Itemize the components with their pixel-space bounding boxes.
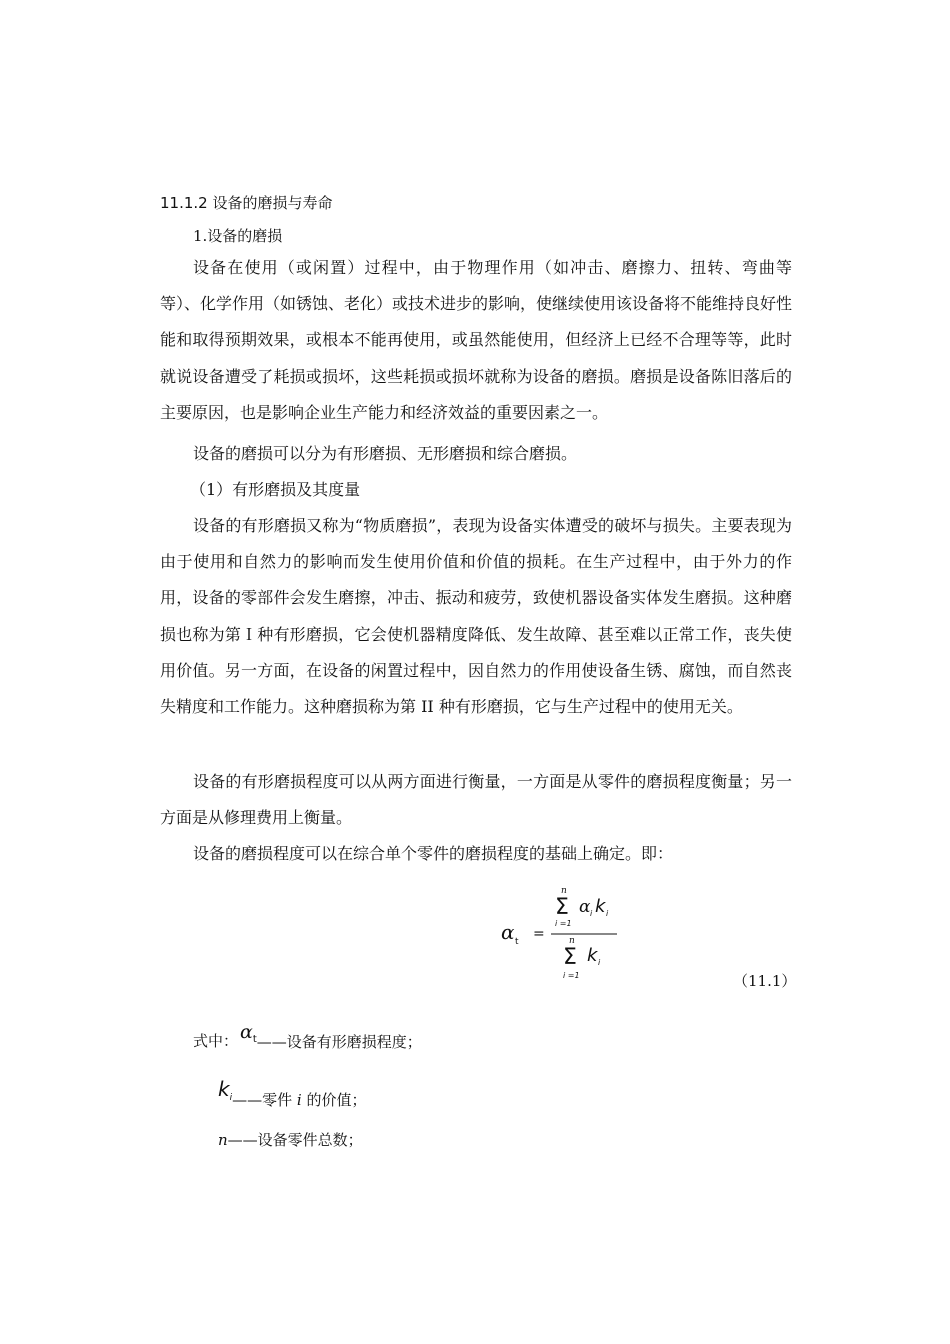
definition-alpha-t xyxy=(240,1021,422,1051)
formula-num-k: k xyxy=(595,896,606,917)
formula-lhs-sub: t xyxy=(515,937,519,947)
def-n-symbol: n xyxy=(218,1131,228,1149)
subsection-heading: 1.设备的磨损 xyxy=(193,227,283,245)
paragraph-wear-types: 设备的磨损可以分为有形磨损、无形磨损和综合磨损。 xyxy=(193,444,578,463)
definition-n xyxy=(218,1130,363,1150)
definitions-intro: 式中： xyxy=(193,1032,239,1050)
formula-number: （11.1） xyxy=(733,972,797,990)
def-n-text: ——设备零件总数； xyxy=(227,1131,363,1149)
section-heading: 11.1.2 设备的磨损与寿命 xyxy=(160,194,333,212)
paragraph-tangible-wear: 设备的有形磨损又称为“物质磨损”，表现为设备实体遭受的破坏与损失。主要表现为由于使用和自然力的影响而发生使用价值和价值的损耗。在生产过程中，由于外力的作用，设备的零部件会发生磨擦，冲击、振动和疲劳，致使机器设备实体发生磨损。这种磨损也称为第Ｉ种有形磨损，它会使机器精度降低、发生故障、甚至难以正常工作，丧失使用价值。另一方面，在设备的闲置过程中，因自然力的作用使设备生锈、腐蚀，而自然丧失精度和工作能力。这种磨损称为第 II 种有形磨损，它与生产过程中的使用无关。 xyxy=(160,516,792,717)
formula-den-k: k xyxy=(587,945,598,966)
formula-num-sigma: Σ xyxy=(555,895,569,920)
formula-den-sigma: Σ xyxy=(563,945,577,970)
paragraph-formula-intro: 设备的磨损程度可以在综合单个零件的磨损程度的基础上确定。即： xyxy=(193,844,674,863)
definition-k-i xyxy=(218,1077,367,1109)
paragraph-measurement: 设备的有形磨损程度可以从两方面进行衡量，一方面是从零件的磨损程度衡量；另一方面是从修理费用上衡量。 xyxy=(160,772,792,828)
formula-svg xyxy=(495,880,635,990)
tangible-label-text: （1）有形磨损及其度量 xyxy=(190,480,361,499)
formula-11-1 xyxy=(495,880,635,990)
def-k-text-b: 的价值； xyxy=(301,1091,367,1109)
formula-lhs: α xyxy=(501,920,515,944)
paragraph-wear-definition: 设备在使用（或闲置）过程中，由于物理作用（如冲击、磨擦力、扭转、弯曲等等）、化学作用（如锈蚀、老化）或技术进步的影响，使继续使用该设备将不能维持良好性能和取得预期效果，或根本不能再使用，或虽然能使用，但经济上已经不合理等等，此时就说设备遭受了耗损或损坏，这些耗损或损坏就称为设备的磨损。磨损是设备陈旧落后的主要原因，也是影响企业生产能力和经济效益的重要因素之一。 xyxy=(160,258,793,422)
def-alpha-sub: t xyxy=(252,1034,257,1045)
def-k-text-a: ——零件 xyxy=(232,1091,297,1109)
def-k-sub: i xyxy=(229,1093,233,1103)
def-alpha-text: ——设备有形磨损程度； xyxy=(256,1033,422,1051)
formula-num-k-sub: i xyxy=(606,909,609,918)
def-k-symbol: k xyxy=(218,1077,230,1101)
formula-num-lower: i =1 xyxy=(555,919,572,928)
paragraph-tangible-label xyxy=(160,472,792,508)
formula-equals: = xyxy=(533,926,545,942)
formula-num-upper: n xyxy=(561,886,567,896)
def-alpha-symbol: α xyxy=(240,1021,253,1043)
formula-den-upper: n xyxy=(569,936,575,946)
def-k-var: i xyxy=(296,1091,302,1109)
formula-den-lower: i =1 xyxy=(563,971,580,980)
formula-den-k-sub: i xyxy=(598,958,601,967)
formula-num-alpha: α xyxy=(579,897,591,917)
formula-num-alpha-sub: i xyxy=(590,909,593,918)
